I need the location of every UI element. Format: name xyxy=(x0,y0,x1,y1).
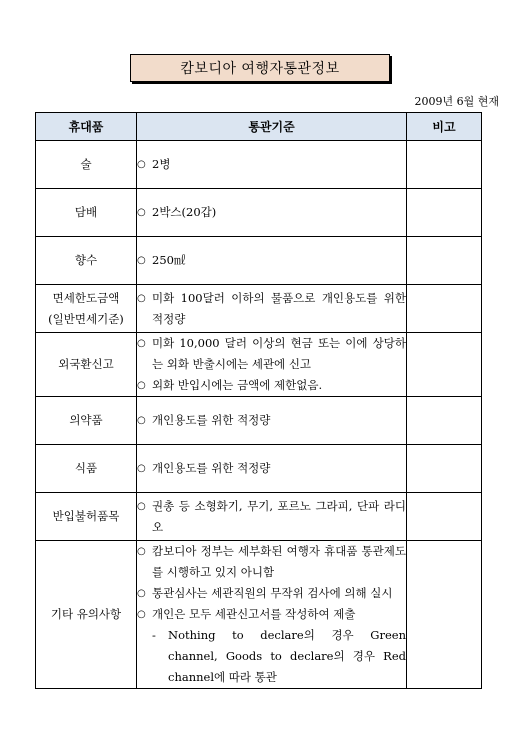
row-item-label: 향수 xyxy=(74,253,98,267)
standard-text: 2병 xyxy=(152,157,171,171)
dash-bullet-icon: - xyxy=(152,628,156,642)
table-row xyxy=(36,237,482,285)
table-body xyxy=(36,141,482,689)
row-remark-cell xyxy=(407,493,482,541)
row-item-label: (일반면세기준) xyxy=(48,311,124,326)
table-row xyxy=(36,141,482,189)
table-row xyxy=(36,333,482,397)
circle-bullet-icon: ○ xyxy=(137,380,146,391)
table-row xyxy=(36,285,482,333)
standard-text: 개인용도를 위한 적정량 xyxy=(152,413,271,427)
circle-bullet-icon: ○ xyxy=(137,255,146,266)
standard-text: 권총 등 소형화기, 무기, 포르노 그라피, 단파 라디오 xyxy=(152,498,406,534)
table-row xyxy=(36,493,482,541)
customs-info-table xyxy=(35,112,482,689)
row-item-cell xyxy=(36,141,137,189)
row-standard-cell xyxy=(137,141,407,189)
table-header-row xyxy=(36,113,482,141)
row-item-cell xyxy=(36,285,137,333)
standard-text: 개인은 모두 세관신고서를 작성하여 제출 xyxy=(152,607,356,621)
standard-text: Nothing to declare의 경우 Green channel, Goods to declare의 경우 Red channel에 따라 통관 xyxy=(168,628,406,684)
row-item-label: 면세한도금액 xyxy=(52,290,120,305)
row-standard-cell xyxy=(137,189,407,237)
header-remark: 비고 xyxy=(407,113,482,141)
row-item-cell xyxy=(36,541,137,689)
row-remark-cell xyxy=(407,397,482,445)
row-standard-cell xyxy=(137,333,407,397)
standard-text: 캄보디아 정부는 세부화된 여행자 휴대품 통관제도를 시행하고 있지 아니함 xyxy=(152,544,406,579)
row-remark-cell xyxy=(407,333,482,397)
row-item-label: 담배 xyxy=(74,205,98,219)
row-remark-cell xyxy=(407,285,482,333)
bullet-item xyxy=(137,604,406,625)
bullet-item xyxy=(137,541,406,583)
bullet-item xyxy=(137,202,406,223)
header-item: 휴대품 xyxy=(36,113,137,141)
row-remark-cell xyxy=(407,237,482,285)
document-title-box xyxy=(130,54,390,82)
row-standard-cell xyxy=(137,285,407,333)
row-item-cell xyxy=(36,445,137,493)
circle-bullet-icon: ○ xyxy=(137,609,146,620)
circle-bullet-icon: ○ xyxy=(137,463,146,474)
table-row xyxy=(36,189,482,237)
bullet-item xyxy=(137,458,406,479)
row-item-label: 외국환신고 xyxy=(58,357,114,371)
circle-bullet-icon: ○ xyxy=(137,500,146,512)
circle-bullet-icon: ○ xyxy=(137,292,146,304)
row-item-label: 식품 xyxy=(74,461,98,475)
circle-bullet-icon: ○ xyxy=(137,159,146,170)
row-remark-cell xyxy=(407,445,482,493)
table-row xyxy=(36,397,482,445)
circle-bullet-icon: ○ xyxy=(137,415,146,426)
bullet-item xyxy=(137,410,406,431)
bullet-item xyxy=(137,333,406,375)
row-standard-cell xyxy=(137,493,407,541)
bullet-item xyxy=(137,583,406,604)
date-note: 2009년 6월 현재 xyxy=(414,95,499,108)
standard-text: 미화 100달러 이하의 물품으로 개인용도를 위한 적정량 xyxy=(152,290,406,326)
circle-bullet-icon: ○ xyxy=(137,588,146,599)
circle-bullet-icon: ○ xyxy=(137,338,146,349)
row-item-cell xyxy=(36,493,137,541)
bullet-item xyxy=(137,496,406,538)
standard-text: 개인용도를 위한 적정량 xyxy=(152,461,271,475)
bullet-item xyxy=(137,375,406,396)
bullet-item xyxy=(137,288,406,330)
circle-bullet-icon: ○ xyxy=(137,207,146,218)
row-item-label: 기타 유의사항 xyxy=(50,607,122,621)
row-item-label: 반입불허품목 xyxy=(52,509,120,523)
table-row xyxy=(36,541,482,689)
standard-text: 외화 반입시에는 금액에 제한없음. xyxy=(152,378,323,392)
row-item-cell xyxy=(36,237,137,285)
row-remark-cell xyxy=(407,541,482,689)
row-standard-cell xyxy=(137,445,407,493)
row-remark-cell xyxy=(407,141,482,189)
header-standard: 통관기준 xyxy=(137,113,407,141)
row-item-cell xyxy=(36,189,137,237)
document-title: 캄보디아 여행자통관정보 xyxy=(180,61,340,77)
table-row xyxy=(36,445,482,493)
row-item-label: 술 xyxy=(80,157,92,171)
row-item-cell xyxy=(36,333,137,397)
standard-text: 미화 10,000 달러 이상의 현금 또는 이에 상당하는 외화 반출시에는 세관에 신고 xyxy=(152,336,406,371)
row-item-label: 의약품 xyxy=(69,413,103,427)
standard-text: 2박스(20갑) xyxy=(152,205,217,219)
row-standard-cell xyxy=(137,237,407,285)
standard-text: 통관심사는 세관직원의 무작위 검사에 의해 실시 xyxy=(152,586,393,600)
circle-bullet-icon: ○ xyxy=(137,546,146,557)
row-standard-cell xyxy=(137,397,407,445)
bullet-item xyxy=(137,154,406,175)
row-remark-cell xyxy=(407,189,482,237)
row-standard-cell xyxy=(137,541,407,689)
row-item-cell xyxy=(36,397,137,445)
standard-text: 250㎖ xyxy=(152,253,186,267)
bullet-item xyxy=(137,250,406,271)
sub-item xyxy=(137,625,406,688)
